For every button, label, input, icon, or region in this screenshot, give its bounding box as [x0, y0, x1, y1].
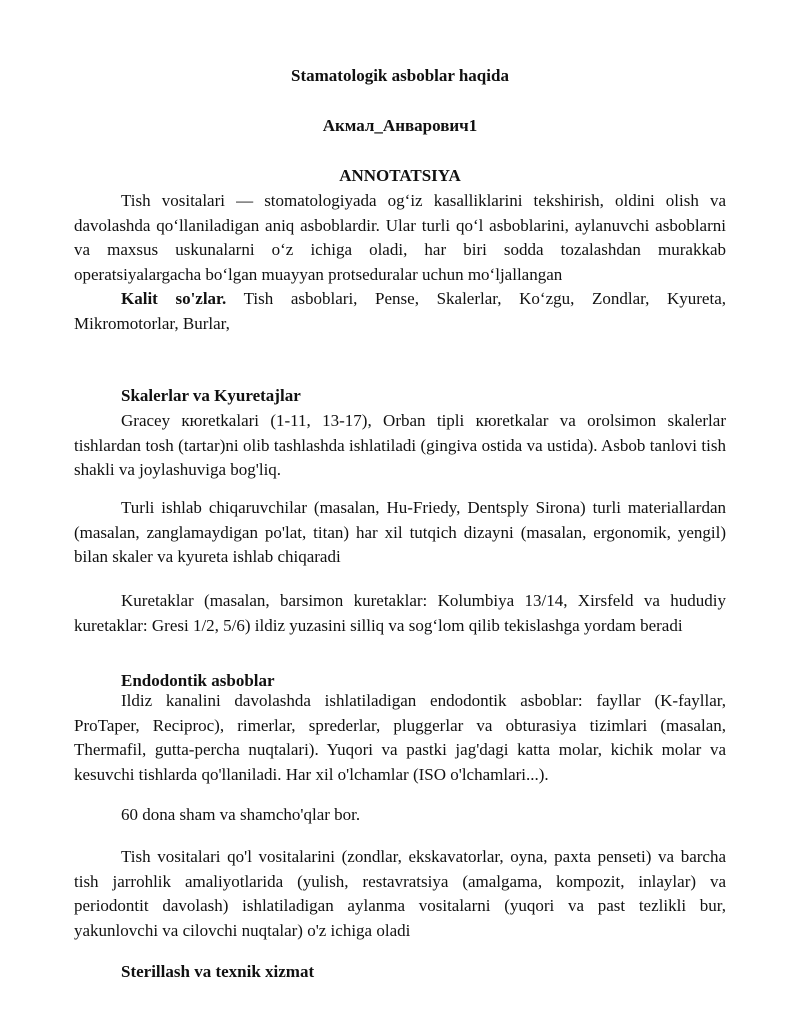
keywords-list: Tish asboblari, Pense, Skalerlar, Ko‘zgu, Zondlar, Kyureta, Mikromotorlar, Burlar, — [74, 289, 726, 333]
scalers-paragraph-1: Gracey кюretkalari (1-11, 13-17), Orban tipli кюretkalar va orolsimon skalerlar tishlardan tosh (tartar)ni olib tashlashda ishlatiladi (gingiva ostida va ustida). Asbob tanlovi tish shakli va joylashuviga bog'liq. — [74, 411, 726, 479]
keywords-label: Kalit so'zlar. — [121, 289, 227, 308]
scalers-paragraph-3: Kuretaklar (masalan, barsimon kuretaklar: Kolumbiya 13/14, Xirsfeld va hududiy kuretaklar: Gresi 1/2, 5/6) ildiz yuzasini silliq va sog‘lom qilib tekislashga yordam beradi — [74, 591, 726, 635]
section-heading-scalers: Skalerlar va Kyuretajlar — [121, 386, 301, 405]
section-heading-endodontic: Endodontik asboblar — [121, 671, 275, 690]
annotation-heading: ANNOTATSIYA — [339, 166, 461, 185]
endodontic-paragraph-3: Tish vositalari qo'l vositalarini (zondlar, ekskavatorlar, oyna, paxta penseti) va barcha tish jarrohlik amaliyotlarida (yulish, restavratsiya (amalgama, kompozit, inlaylar) va periodontit davolash) ishlatiladigan aylanma vositalarni (yuqori va past tezlikli bur, yakunlovchi va cilovchi nuqtalar) o'z ichiga oladi — [74, 847, 726, 940]
scalers-paragraph-2: Turli ishlab chiqaruvchilar (masalan, Hu-Friedy, Dentsply Sirona) turli materiallardan (masalan, zanglamaydigan po'lat, titan) har xil tutqich dizayni (masalan, ergonomik, yengil) bilan skaler va kyureta ishlab chiqaradi — [74, 498, 726, 566]
annotation-paragraph: Tish vositalari — stomatologiyada og‘iz kasalliklarini tekshirish, oldini olish va davolashda qo‘llaniladigan aniq asboblardir. Ular turli qo‘l asboblarini, aylanuvchi asboblarni va maxsus uskunalarni o‘z ichiga oladi, har biri sodda tozalashdan murakkab operatsiyalargacha bo‘lgan muayyan protseduralar uchun mo‘ljallangan — [74, 191, 726, 284]
author-name: Акмал_Анварович1 — [322, 116, 478, 135]
document-title: Stamatologik asboblar haqida — [291, 66, 509, 85]
endodontic-paragraph-2: 60 dona sham va shamcho'qlar bor. — [121, 805, 361, 824]
section-heading-sterilization: Sterillash va texnik xizmat — [121, 962, 315, 981]
keywords-paragraph — [74, 287, 726, 336]
endodontic-paragraph-1: Ildiz kanalini davolashda ishlatiladigan endodontik asboblar: fayllar (K-fayllar, ProTaper, Reciproc), rimerlar, sprederlar, pluggerlar va obturasiya tizimlari (masalan, Thermafil, gutta-percha nuqtalari). Yuqori va pastki jag'dagi katta molar, kichik molar va kesuvchi tishlarda qo'llaniladi. Har xil o'lchamlar (ISO o'lchamlari...). — [74, 691, 726, 784]
